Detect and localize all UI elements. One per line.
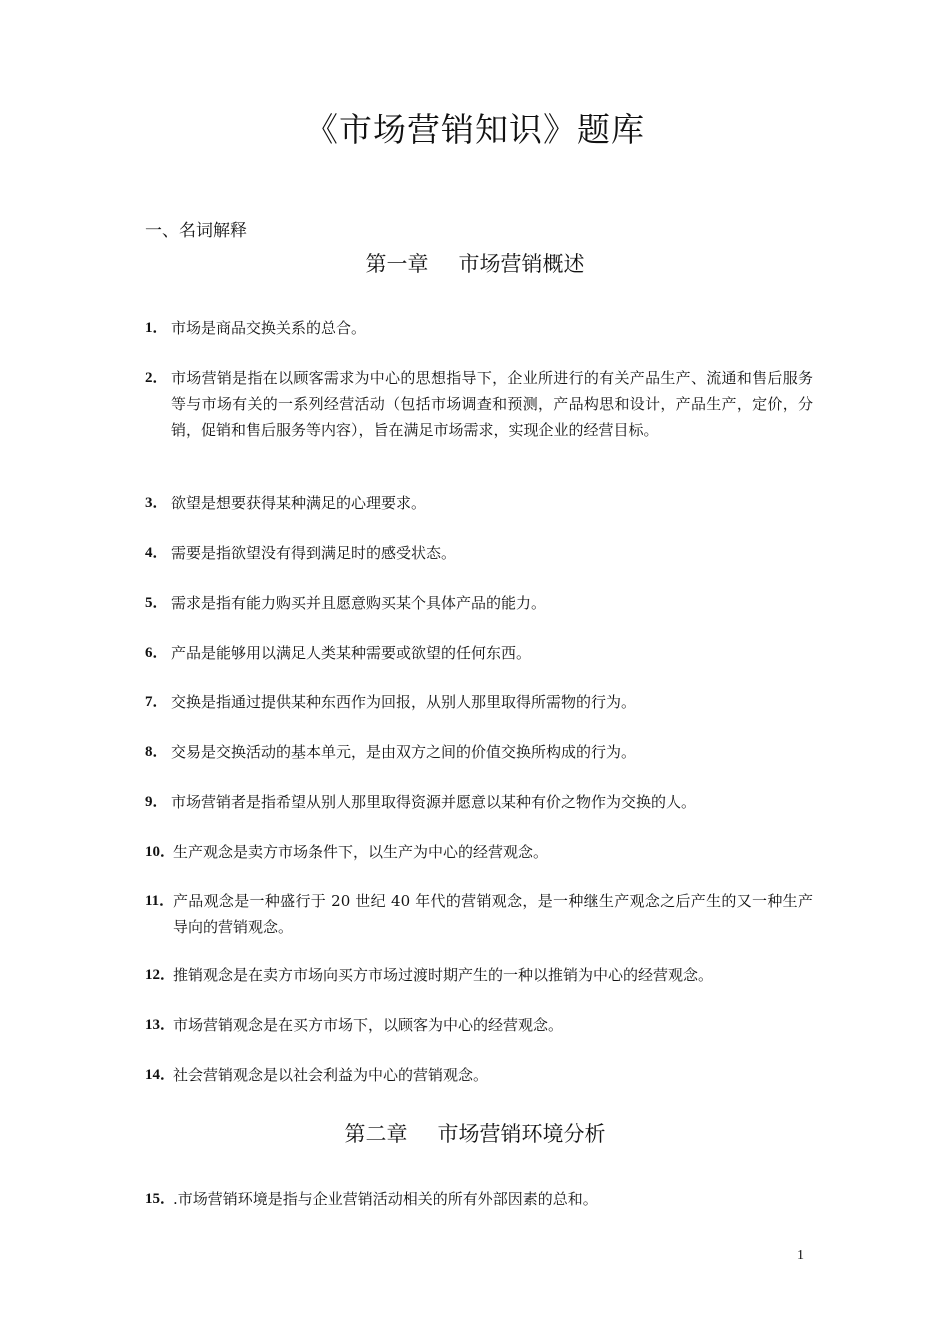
item-number: 1． [145, 320, 168, 336]
list-item [145, 888, 813, 940]
item-number: 14． [145, 1067, 176, 1083]
list-item [145, 490, 813, 516]
item-text: 推销观念是在卖方市场向买方市场过渡时期产生的一种以推销为中心的经营观念。 [173, 966, 714, 984]
item-number: 15． [145, 1191, 176, 1207]
item-text: 交换是指通过提供某种东西作为回报，从别人那里取得所需物的行为。 [171, 693, 637, 711]
list-item [145, 315, 813, 341]
section-heading: 一、名词解释 [145, 221, 247, 241]
item-text: 市场营销是指在以顾客需求为中心的思想指导下，企业所进行的有关产品生产、流通和售后服务等与市场有关的一系列经营活动（包括市场调查和预测，产品构思和设计，产品生产，定价，分销，促销和售后服务等内容），旨在满足市场需求，实现企业的经营目标。 [171, 369, 813, 439]
list-item [145, 1012, 813, 1038]
list-item [145, 590, 813, 616]
item-number: 2． [145, 370, 168, 386]
item-number: 4． [145, 545, 168, 561]
chapter-heading-1 [0, 248, 950, 278]
item-number: 12． [145, 967, 176, 983]
list-item [145, 1186, 813, 1212]
item-text: .市场营销环境是指与企业营销活动相关的所有外部因素的总和。 [173, 1190, 598, 1208]
chapter-label: 第一章 [365, 252, 429, 276]
list-item [145, 789, 813, 815]
item-text: 需要是指欲望没有得到满足时的感受状态。 [171, 544, 457, 562]
list-item [145, 962, 813, 988]
item-text: 欲望是想要获得某种满足的心理要求。 [171, 494, 427, 512]
item-text: 市场营销观念是在买方市场下，以顾客为中心的经营观念。 [173, 1016, 564, 1034]
item-text: 市场营销者是指希望从别人那里取得资源并愿意以某种有价之物作为交换的人。 [171, 793, 697, 811]
item-text: 社会营销观念是以社会利益为中心的营销观念。 [173, 1066, 489, 1084]
item-number: 7． [145, 694, 168, 710]
item-text: 产品观念是一种盛行于 20 世纪 40 年代的营销观念，是一种继生产观念之后产生的又一种生产导向的营销观念。 [173, 892, 813, 936]
item-number: 6． [145, 645, 168, 661]
item-text: 生产观念是卖方市场条件下，以生产为中心的经营观念。 [173, 843, 549, 861]
item-number: 3． [145, 495, 168, 511]
list-item [145, 689, 813, 715]
list-item [145, 540, 813, 566]
item-text: 交易是交换活动的基本单元，是由双方之间的价值交换所构成的行为。 [171, 743, 637, 761]
chapter-name: 市场营销环境分析 [437, 1122, 606, 1146]
item-number: 5． [145, 595, 168, 611]
chapter-heading-2 [0, 1118, 950, 1148]
item-text: 市场是商品交换关系的总合。 [171, 319, 367, 337]
chapter-name: 市场营销概述 [458, 252, 585, 276]
list-item [145, 739, 813, 765]
item-number: 10． [145, 844, 176, 860]
item-text: 产品是能够用以满足人类某种需要或欲望的任何东西。 [171, 644, 532, 662]
item-number: 9． [145, 794, 168, 810]
item-number: 13． [145, 1017, 176, 1033]
page-title: 《市场营销知识》题库 [305, 110, 645, 149]
item-number: 11． [145, 893, 175, 909]
page-number: 1 [797, 1248, 804, 1263]
item-number: 8． [145, 744, 168, 760]
item-text: 需求是指有能力购买并且愿意购买某个具体产品的能力。 [171, 594, 547, 612]
list-item [145, 839, 813, 865]
chapter-label: 第二章 [344, 1122, 408, 1146]
list-item [145, 640, 813, 666]
list-item [145, 365, 813, 443]
list-item [145, 1062, 813, 1088]
